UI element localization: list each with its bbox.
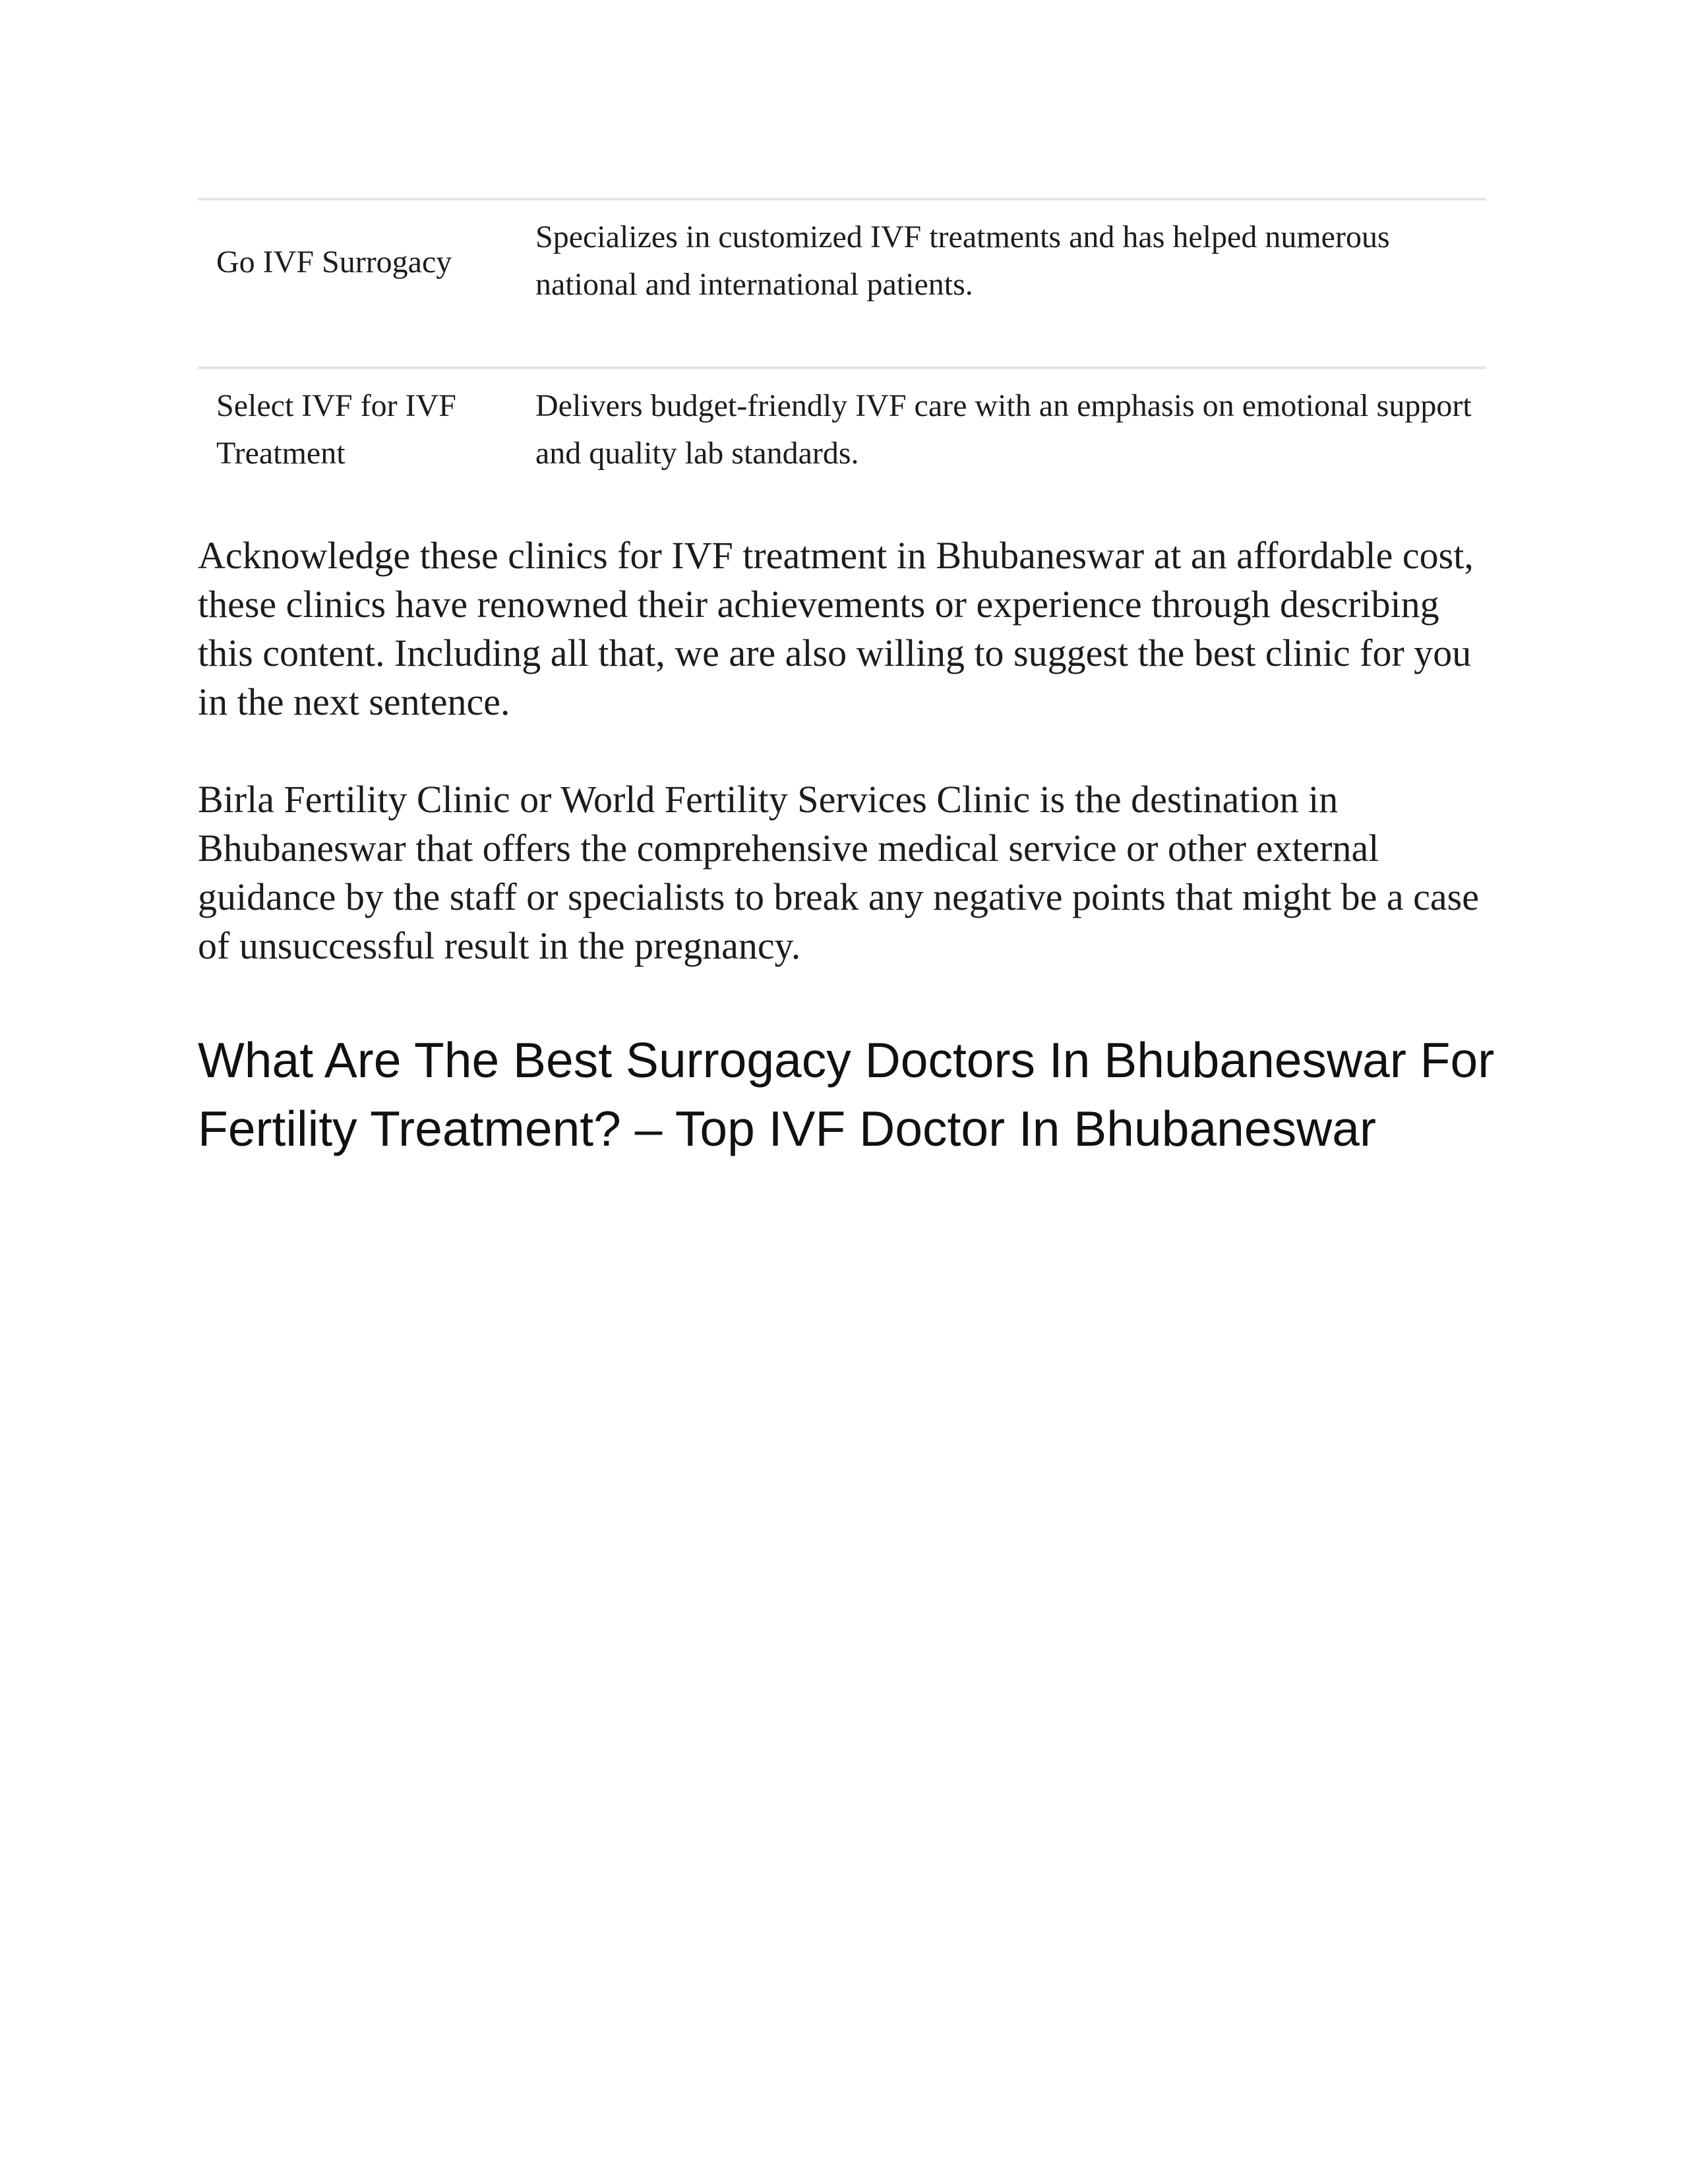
clinic-name-cell: Go IVF Surrogacy xyxy=(216,245,452,280)
clinic-table xyxy=(198,198,1486,501)
table-row xyxy=(198,198,1486,367)
paragraph-clinics-acknowledgement: Acknowledge these clinics for IVF treatment in Bhubaneswar at an affordable cost, these clinics have renowned their achievements or experience through describing this content. Including all that, we are also willing to suggest the best clinic for you in the next sentence. xyxy=(198,534,1474,723)
clinic-name-cell: Select IVF for IVF Treatment xyxy=(216,388,456,471)
section-heading: What Are The Best Surrogacy Doctors In Bhubaneswar For Fertility Treatment? – Top IVF Doctor In Bhubaneswar xyxy=(198,1032,1495,1156)
paragraph-best-clinic-suggestion: Birla Fertility Clinic or World Fertility Services Clinic is the destination in Bhubaneswar that offers the comprehensive medical service or other external guidance by the staff or specialists to break any negative points that might be a case of unsuccessful result in the pregnancy. xyxy=(198,778,1479,967)
clinic-description-cell: Specializes in customized IVF treatments and has helped numerous national and international patients. xyxy=(535,220,1390,302)
clinic-description-cell: Delivers budget-friendly IVF care with an emphasis on emotional support and quality lab standards. xyxy=(535,388,1472,471)
table-row xyxy=(198,367,1486,501)
